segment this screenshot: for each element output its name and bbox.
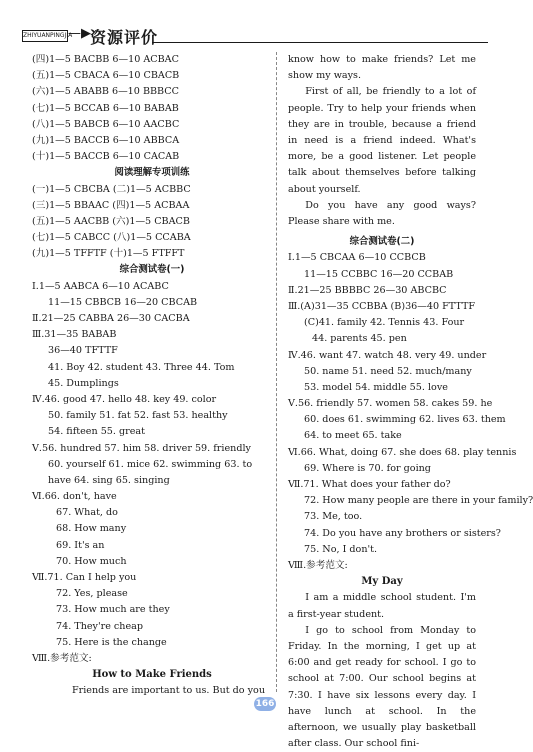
answer-line: 69. It's an (56, 539, 105, 551)
answer-line: 54. fifteen 55. great (48, 426, 145, 438)
answer-line: (九)1—5 BACCB 6—10 ABBCA (32, 134, 180, 146)
answer-line: Ⅶ.71. What does your father do? (288, 479, 451, 491)
answer-line: 60. does 61. swimming 62. lives 63. them (304, 414, 506, 426)
answer-line: 64. to meet 65. take (304, 430, 402, 442)
answer-line: Ⅱ.21—25 BBBBC 26—30 ABCBC (288, 284, 447, 296)
answer-line: 11—15 CCBBC 16—20 CCBAB (304, 268, 454, 280)
essay-title: My Day (361, 576, 403, 588)
answer-line: Ⅷ.参考范文: (288, 559, 348, 571)
answer-line: (C)41. family 42. Tennis 43. Four (304, 317, 465, 329)
answer-line: 50. name 51. need 52. much/many (304, 365, 472, 377)
answer-line: Ⅳ.46. good 47. hello 48. key 49. color (32, 393, 217, 405)
answer-line: 50. family 51. fat 52. fast 53. healthy (48, 410, 228, 422)
answer-line: Ⅴ.56. friendly 57. women 58. cakes 59. he (288, 398, 493, 410)
section-heading: 综合测试卷(一) (119, 264, 185, 276)
answer-line: Ⅵ.66. don't, have (32, 491, 117, 503)
answer-line: 11—15 CBBCB 16—20 CBCAB (48, 296, 198, 308)
page-header (12, 18, 488, 48)
essay-title: How to Make Friends (92, 669, 212, 681)
answer-line: Ⅲ.31—35 BABAB (32, 329, 117, 341)
book-title: 资源评价 (90, 28, 159, 47)
essay-paragraph: know how to make friends? Let me show my ways. (288, 54, 476, 82)
answer-line: 75. Here is the change (56, 636, 167, 648)
essay-opening: Friends are important to us. But do you (72, 685, 265, 697)
answer-line: 70. How much (56, 555, 127, 567)
essay-paragraph: I am a middle school student. I'm a first-year student. (288, 592, 476, 620)
answer-line: (五)1—5 AACBB (六)1—5 CBACB (32, 215, 190, 227)
answer-line: (九)1—5 TFFTF (十)1—5 FTFFT (32, 248, 185, 260)
column-divider (276, 52, 277, 692)
answer-line: 44. parents 45. pen (312, 333, 407, 345)
answer-line: (七)1—5 BCCAB 6—10 BABAB (32, 102, 179, 114)
answer-line: (八)1—5 BABCB 6—10 AACBC (32, 118, 180, 130)
answer-line: Ⅰ.1—5 AABCA 6—10 ACABC (32, 280, 169, 292)
answer-line: (十)1—5 BACCB 6—10 CACAB (32, 151, 180, 163)
page-number: 166 (255, 699, 275, 709)
answer-line: 73. How much are they (56, 604, 170, 616)
answer-line: 60. yourself 61. mice 62. swimming 63. to (48, 458, 253, 470)
header-rule (152, 42, 488, 43)
series-badge: ZHIYUANPINGJIA (22, 30, 68, 42)
answer-line: 67. What, do (56, 507, 118, 519)
answer-line: Ⅷ.参考范文: (32, 652, 92, 664)
answer-line: 73. Me, too. (304, 511, 363, 523)
section-heading: 综合测试卷(二) (349, 236, 415, 248)
answer-line: (三)1—5 BBAAC (四)1—5 ACBAA (32, 199, 190, 211)
answer-line: 36—40 TFTTF (48, 345, 118, 357)
left-column (32, 52, 272, 700)
answer-line: 53. model 54. middle 55. love (304, 381, 448, 393)
section-heading: 阅读理解专项训练 (114, 167, 190, 179)
answer-list-right (288, 250, 533, 574)
answer-line: Ⅲ.(A)31—35 CCBBA (B)36—40 FTTTF (288, 300, 475, 312)
answer-line: Ⅰ.1—5 CBCAA 6—10 CCBCB (288, 252, 426, 264)
answer-line: 69. Where is 70. for going (304, 462, 431, 474)
answer-line: 68. How many (56, 523, 127, 535)
answer-line: (五)1—5 CBACA 6—10 CBACB (32, 70, 180, 82)
answer-list-left (32, 52, 272, 667)
answer-line: 72. How many people are there in your family? (304, 495, 533, 507)
answer-line: Ⅳ.46. want 47. watch 48. very 49. under (288, 349, 487, 361)
answer-line: (四)1—5 BACBB 6—10 ACBAC (32, 54, 179, 65)
answer-line: Ⅶ.71. Can I help you (32, 572, 137, 583)
answer-line: (一)1—5 CBCBA (二)1—5 ACBBC (32, 183, 191, 195)
answer-line: 41. Boy 42. student 43. Three 44. Tom (48, 361, 235, 373)
answer-line: 74. They're cheap (56, 620, 144, 632)
essay-paragraph: I go to school from Monday to Friday. In the morning, I get up at 6:00 and get ready for school. I go to school at 7:00. Our school begins at 7:30. I have six lessons every day. I have lunch at school. In the afternoon, we usually play basketball after class. Our school fini- (288, 624, 476, 750)
essay-paragraph: Do you have any good ways? Please share with me. (288, 199, 476, 228)
answer-line: have 64. sing 65. singing (48, 474, 170, 486)
answer-line: 74. Do you have any brothers or sisters? (304, 527, 501, 539)
answer-line: 75. No, I don't. (304, 543, 378, 555)
answer-line: Ⅵ.66. What, doing 67. she does 68. play tennis (288, 446, 517, 458)
answer-line: 45. Dumplings (48, 377, 119, 389)
answer-line: Ⅴ.56. hundred 57. him 58. driver 59. friendly (32, 442, 251, 454)
answer-line: 72. Yes, please (56, 588, 128, 600)
essay-paragraph: First of all, be friendly to a lot of people. Try to help your friends when they are in trouble, because a friend in need is a friend indeed. What's more, be a good listener. Let people talk about themselves before talking about yourself. (288, 86, 476, 195)
answer-line: (六)1—5 ABABB 6—10 BBBCC (32, 86, 179, 98)
answer-line: (七)1—5 CABCC (八)1—5 CCABA (32, 232, 191, 244)
arrow-icon: —▶ (68, 26, 91, 41)
answer-line: Ⅱ.21—25 CABBA 26—30 CACBA (32, 313, 190, 324)
right-column (288, 52, 533, 752)
